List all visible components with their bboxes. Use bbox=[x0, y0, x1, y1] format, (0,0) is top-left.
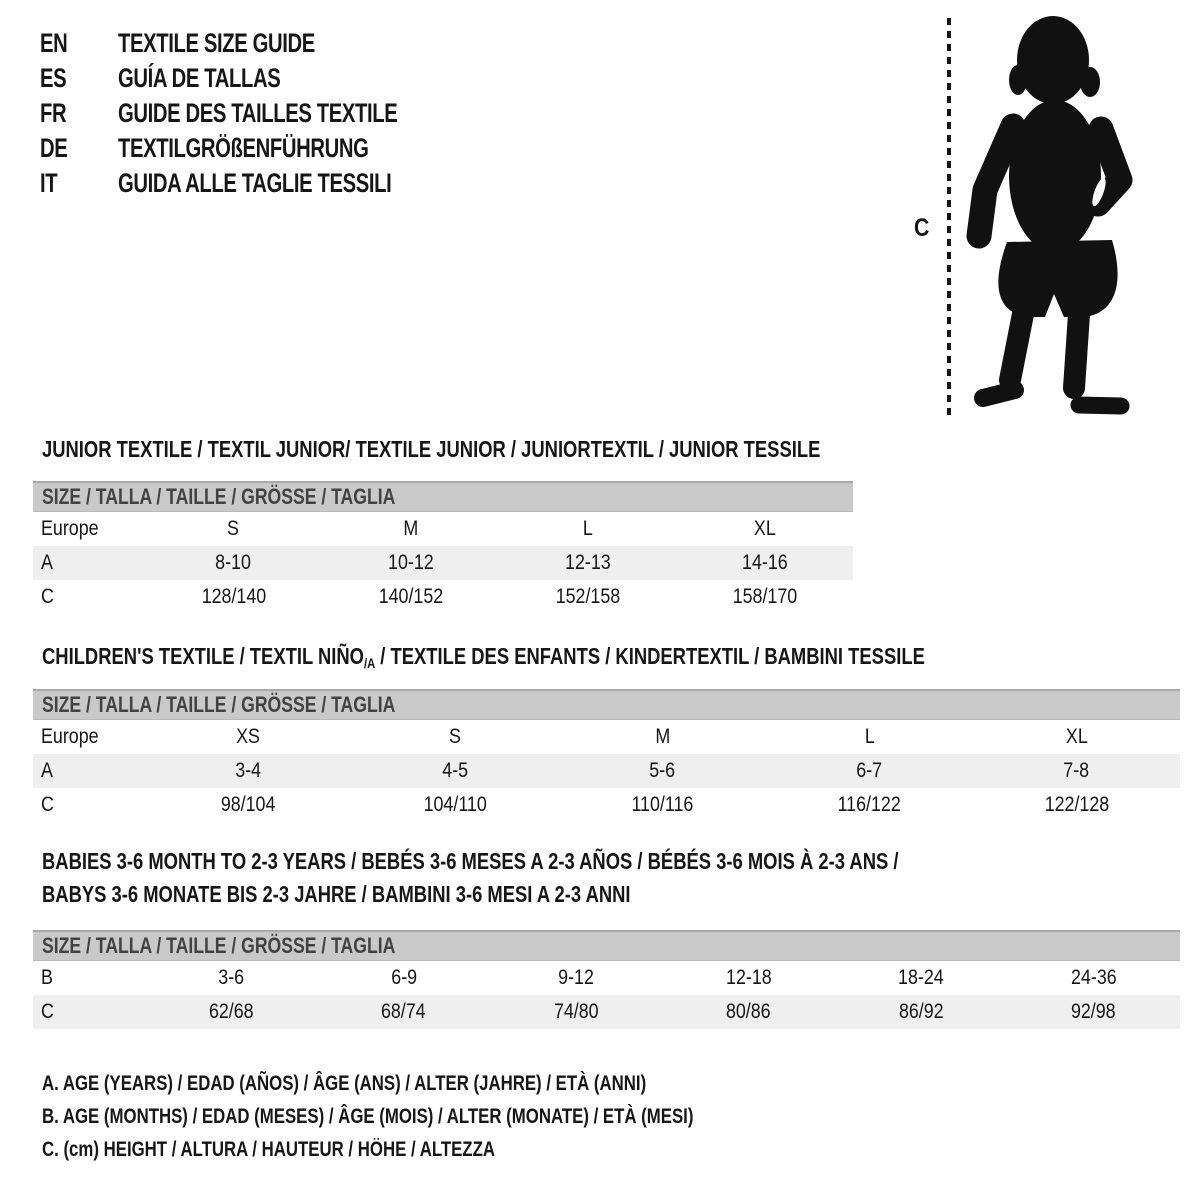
language-title-es: GUÍA DE TALLAS bbox=[118, 63, 281, 93]
months-cell: 3-6 bbox=[218, 966, 245, 989]
row-label-c: C bbox=[41, 1000, 54, 1023]
language-title-en: TEXTILE SIZE GUIDE bbox=[118, 28, 315, 58]
size-cell: M bbox=[403, 517, 418, 540]
height-cell: 80/86 bbox=[726, 1000, 772, 1023]
babies-row-months bbox=[33, 961, 1180, 995]
size-cell: XS bbox=[236, 725, 261, 748]
height-measure-label bbox=[914, 214, 932, 243]
language-title-block bbox=[40, 26, 491, 201]
babies-row-height bbox=[33, 995, 1180, 1029]
height-cell: 122/128 bbox=[1044, 793, 1109, 816]
row-label-b: B bbox=[41, 966, 53, 989]
row-label-europe: Europe bbox=[41, 517, 99, 540]
size-cell: L bbox=[864, 725, 875, 748]
section-title-junior-text: JUNIOR TEXTILE / TEXTIL JUNIOR/ TEXTILE JUNIOR / JUNIORTEXTIL / JUNIOR TESSILE bbox=[42, 436, 821, 462]
age-cell: 8-10 bbox=[215, 551, 252, 574]
language-title-fr: GUIDE DES TAILLES TEXTILE bbox=[118, 98, 398, 128]
junior-size-table bbox=[33, 481, 853, 614]
height-cell: 86/92 bbox=[898, 1000, 944, 1023]
age-cell: 6-7 bbox=[856, 759, 883, 782]
section-title-babies-line2 bbox=[42, 882, 778, 906]
months-cell: 12-18 bbox=[725, 966, 772, 989]
height-cell: 140/152 bbox=[378, 585, 443, 608]
legend-age-years bbox=[42, 1072, 797, 1096]
legend-age-years-text: A. AGE (YEARS) / EDAD (AÑOS) / ÂGE (ANS) / ALTER (JAHRE) / ETÀ (ANNI) bbox=[42, 1072, 647, 1095]
age-cell: 3-4 bbox=[235, 759, 262, 782]
language-row-de bbox=[40, 131, 491, 166]
toddler-silhouette-icon bbox=[963, 14, 1138, 416]
height-cell: 116/122 bbox=[837, 793, 902, 816]
height-cell: 158/170 bbox=[732, 585, 797, 608]
section-title-babies-line1-text: BABIES 3-6 MONTH TO 2-3 YEARS / BEBÉS 3-6 MESES A 2-3 AÑOS / BÉBÉS 3-6 MOIS À 2-3 ANS / bbox=[42, 848, 899, 874]
junior-row-europe bbox=[33, 512, 853, 546]
height-cell: 152/158 bbox=[555, 585, 620, 608]
size-cell: XL bbox=[1065, 725, 1088, 748]
row-label-a: A bbox=[41, 759, 53, 782]
children-size-header-text: SIZE / TALLA / TAILLE / GRÖSSE / TAGLIA bbox=[42, 692, 396, 717]
language-row-es bbox=[40, 61, 491, 96]
row-label-c: C bbox=[41, 585, 54, 608]
children-row-height bbox=[33, 788, 1180, 822]
legend-height-cm-text: C. (cm) HEIGHT / ALTURA / HAUTEUR / HÖHE / ALTEZZA bbox=[42, 1138, 495, 1161]
section-title-junior bbox=[42, 437, 1015, 461]
babies-size-table bbox=[33, 930, 1180, 1029]
row-label-europe: Europe bbox=[41, 725, 99, 748]
language-code-de: DE bbox=[40, 133, 68, 163]
babies-size-header-text: SIZE / TALLA / TAILLE / GRÖSSE / TAGLIA bbox=[42, 933, 396, 958]
children-size-table bbox=[33, 689, 1180, 822]
months-cell: 9-12 bbox=[558, 966, 595, 989]
age-cell: 14-16 bbox=[741, 551, 788, 574]
children-size-header-bar bbox=[33, 689, 1180, 720]
height-cell: 62/68 bbox=[208, 1000, 254, 1023]
height-cell: 92/98 bbox=[1071, 1000, 1117, 1023]
months-cell: 18-24 bbox=[898, 966, 945, 989]
size-cell: S bbox=[449, 725, 462, 748]
language-title-de: TEXTILGRÖßENFÜHRUNG bbox=[118, 133, 369, 163]
junior-size-header-text: SIZE / TALLA / TAILLE / GRÖSSE / TAGLIA bbox=[42, 484, 396, 509]
age-cell: 12-13 bbox=[564, 551, 611, 574]
junior-row-height bbox=[33, 580, 853, 614]
height-cell: 98/104 bbox=[221, 793, 276, 816]
legend-age-months-text: B. AGE (MONTHS) / EDAD (MESES) / ÂGE (MOIS) / ALTER (MONATE) / ETÀ (MESI) bbox=[42, 1105, 694, 1128]
height-cell: 104/110 bbox=[423, 793, 488, 816]
height-measure-dashed-line-icon bbox=[947, 18, 951, 415]
months-cell: 24-36 bbox=[1070, 966, 1117, 989]
height-cell: 110/116 bbox=[631, 793, 694, 816]
size-cell: L bbox=[582, 517, 593, 540]
language-row-it bbox=[40, 166, 491, 201]
language-code-fr: FR bbox=[40, 98, 67, 128]
section-title-babies-line1 bbox=[42, 849, 1113, 873]
height-measure-letter: C bbox=[914, 214, 930, 242]
age-cell: 10-12 bbox=[387, 551, 434, 574]
language-code-it: IT bbox=[40, 168, 58, 198]
junior-size-header-bar bbox=[33, 481, 853, 512]
language-row-fr bbox=[40, 96, 491, 131]
section-title-children bbox=[42, 644, 1146, 675]
language-row-en bbox=[40, 26, 491, 61]
height-cell: 128/140 bbox=[201, 585, 266, 608]
section-title-babies-line2-text: BABYS 3-6 MONATE BIS 2-3 JAHRE / BAMBINI 3-6 MESI A 2-3 ANNI bbox=[42, 881, 631, 907]
section-title-children-text: CHILDREN'S TEXTILE / TEXTIL NIÑO/A / TEXTILE DES ENFANTS / KINDERTEXTIL / BAMBINI TESSILE bbox=[42, 643, 925, 671]
size-cell: M bbox=[655, 725, 670, 748]
months-cell: 6-9 bbox=[390, 966, 417, 989]
babies-size-header-bar bbox=[33, 930, 1180, 961]
height-cell: 74/80 bbox=[553, 1000, 599, 1023]
legend-age-months bbox=[42, 1105, 856, 1129]
row-label-c: C bbox=[41, 793, 54, 816]
junior-row-age bbox=[33, 546, 853, 580]
language-title-it: GUIDA ALLE TAGLIE TESSILI bbox=[118, 168, 392, 198]
size-cell: S bbox=[227, 517, 240, 540]
row-label-a: A bbox=[41, 551, 53, 574]
children-row-age bbox=[33, 754, 1180, 788]
language-code-en: EN bbox=[40, 28, 68, 58]
language-code-es: ES bbox=[40, 63, 67, 93]
age-cell: 7-8 bbox=[1063, 759, 1090, 782]
height-cell: 68/74 bbox=[381, 1000, 427, 1023]
children-row-europe bbox=[33, 720, 1180, 754]
legend-height-cm bbox=[42, 1138, 608, 1162]
age-cell: 5-6 bbox=[649, 759, 676, 782]
size-cell: XL bbox=[753, 517, 776, 540]
nino-a-subscript: /A bbox=[363, 655, 376, 671]
age-cell: 4-5 bbox=[442, 759, 469, 782]
